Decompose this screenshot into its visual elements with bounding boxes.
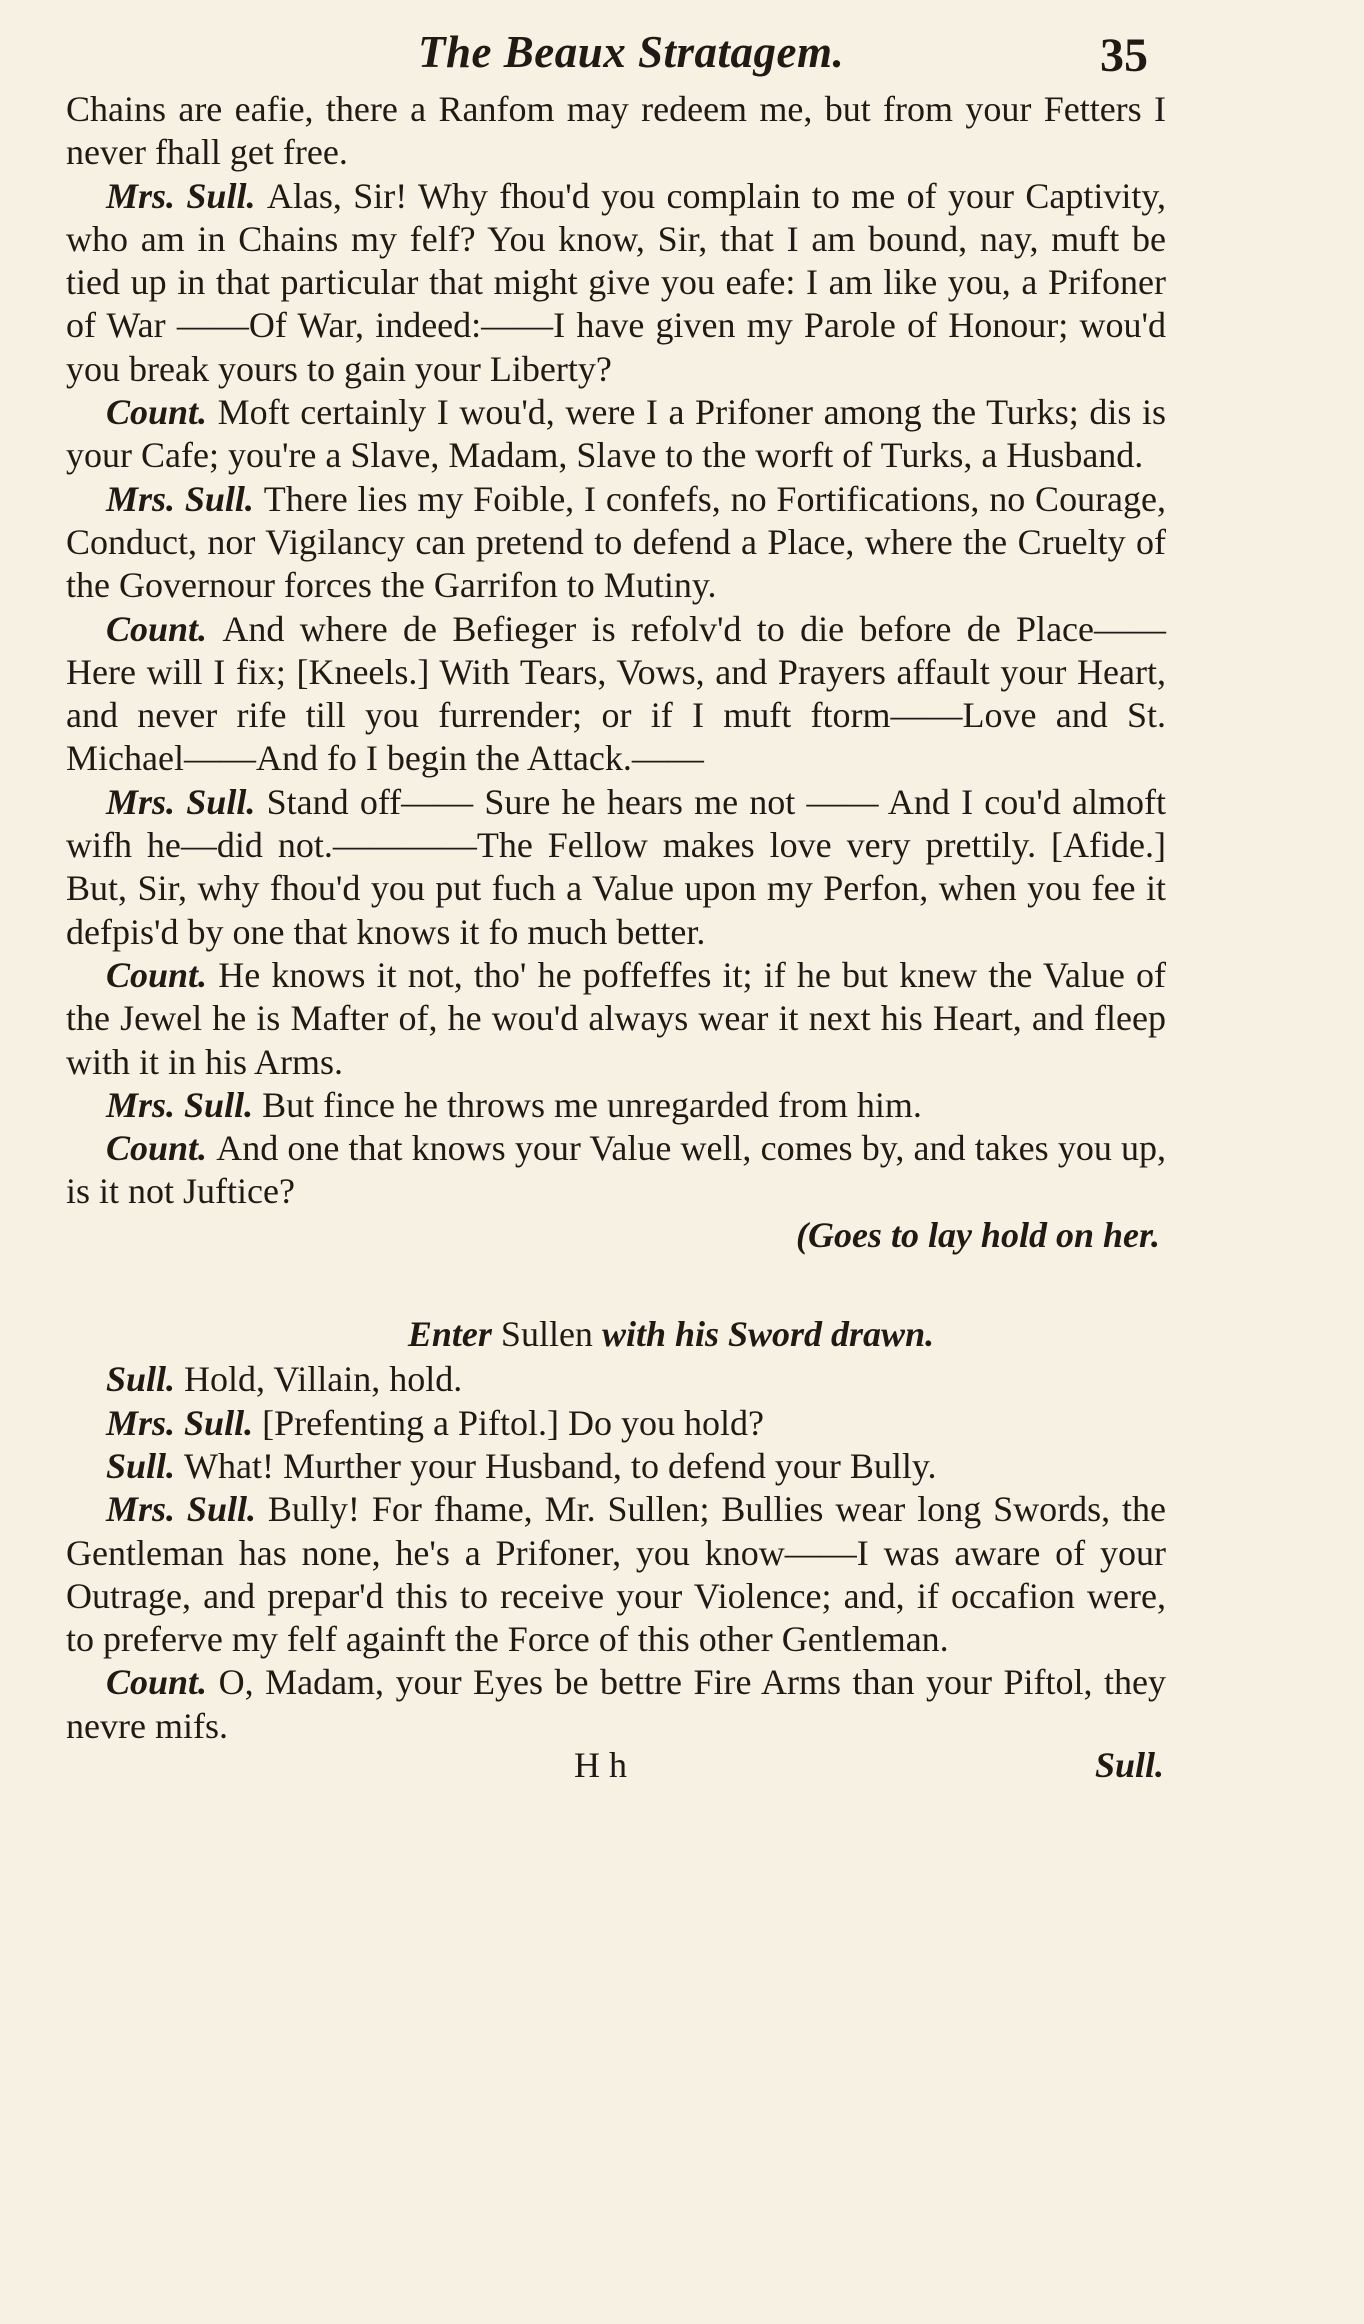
speech-text: O, Madam, your Eyes be bettre Fire Arms than your Piftol, they nevre mifs.	[66, 1662, 1167, 1746]
dialogue-paragraph	[66, 1358, 1166, 1401]
speaker-name: Count.	[106, 608, 223, 649]
speech-text: Bully! For fhame, Mr. Sullen; Bullies wear long Swords, the Gentleman has none, he's a Prifoner, you know——I was aware of your Outrage, and prepar'd this to receive your Violence; and, if occafion were, to preferve my felf againft the Force of this other Gentleman.	[66, 1489, 1167, 1660]
speech-text: [Prefenting a Piftol.] Do you hold?	[262, 1402, 764, 1443]
speech-text: But fince he throws me unregarded from him.	[262, 1084, 922, 1125]
speech-text: He knows it not, tho' he poffeffes it; if he but knew the Value of the Jewel he is Mafter of, he wou'd always wear it next his Heart, and fleep with it in his Arms.	[66, 954, 1166, 1082]
speech-text: Chains are eafie, there a Ranfom may redeem me, but from your Fetters I never fhall get free.	[66, 89, 1166, 173]
dialogue-paragraph	[66, 781, 1166, 954]
dialogue-after-entrance	[66, 1358, 1166, 1748]
page-header	[66, 26, 1166, 88]
dialogue-paragraph	[66, 1084, 1166, 1127]
dialogue-paragraph	[66, 1402, 1166, 1445]
speaker-name: Sull.	[106, 1359, 185, 1400]
dialogue-before-entrance	[66, 88, 1166, 1214]
page-footer	[66, 1744, 1166, 1794]
speaker-name: Mrs. Sull.	[106, 1402, 263, 1443]
speaker-name: Sull.	[106, 1445, 185, 1486]
entrance-direction	[66, 1313, 1166, 1356]
speaker-name: Mrs. Sull.	[106, 175, 267, 216]
dialogue-paragraph	[66, 391, 1166, 478]
catchword: Sull.	[1094, 1744, 1164, 1785]
page-text	[66, 88, 1166, 1748]
speaker-name: Mrs. Sull.	[106, 478, 264, 519]
dialogue-paragraph	[66, 1661, 1166, 1748]
speaker-name: Count.	[106, 1662, 219, 1703]
signature-mark: H h	[574, 1744, 627, 1785]
dialogue-paragraph	[66, 1488, 1166, 1661]
book-page	[66, 26, 1166, 1794]
speech-text: There lies my Foible, I confefs, no Fortifications, no Courage, Conduct, nor Vigilancy can pretend to defend a Place, where the Cruelty of the Governour forces the Garrifon to Mutiny.	[66, 478, 1167, 606]
speech-text: Stand off—— Sure he hears me not —— And I cou'd almoft wifh he—did not.————The Fellow makes love very prettily. [Afide.] But, Sir, why fhou'd you put fuch a Value upon my Perfon, when you fee it defpis'd by one that knows it fo much better.	[66, 781, 1166, 952]
speaker-name: Count.	[106, 954, 219, 995]
speech-text: What! Murther your Husband, to defend your Bully.	[184, 1445, 937, 1486]
entrance-enter: Enter	[407, 1314, 492, 1355]
speech-text: Hold, Villain, hold.	[184, 1359, 463, 1400]
stage-direction: (Goes to lay hold on her.	[795, 1214, 1160, 1255]
dialogue-paragraph	[66, 1127, 1166, 1214]
speech-text: And one that knows your Value well, comes by, and takes you up, is it not Juftice?	[66, 1128, 1166, 1212]
entrance-detail: with his Sword drawn.	[601, 1314, 935, 1355]
dialogue-paragraph	[66, 954, 1166, 1084]
dialogue-paragraph	[66, 88, 1166, 175]
dialogue-paragraph	[66, 478, 1166, 608]
speaker-name: Mrs. Sull.	[106, 781, 267, 822]
page-number: 35	[1100, 29, 1148, 82]
dialogue-paragraph	[66, 175, 1166, 391]
dialogue-paragraph	[66, 1445, 1166, 1488]
speech-text: Moft certainly I wou'd, were I a Prifoner among the Turks; dis is your Cafe; you're a Slave, Madam, Slave to the worft of Turks, a Husband.	[66, 392, 1167, 476]
speech-text: Alas, Sir! Why fhou'd you complain to me of your Captivity, who am in Chains my felf? You know, Sir, that I am bound, nay, muft be tied up in that particular that might give you eafe: I am like you, a Prifoner of War ——Of War, indeed:——I have given my Parole of Honour; wou'd you break yours to gain your Liberty?	[66, 175, 1167, 389]
speaker-name: Count.	[106, 392, 218, 433]
dialogue-paragraph	[66, 608, 1166, 781]
running-title: The Beaux Stratagem.	[418, 27, 845, 77]
speaker-name: Count.	[106, 1128, 217, 1169]
speaker-name: Mrs. Sull.	[106, 1489, 268, 1530]
entrance-character: Sullen	[500, 1314, 593, 1355]
speaker-name: Mrs. Sull.	[106, 1084, 263, 1125]
speech-text: And where de Befieger is refolv'd to die before de Place——Here will I fix; [Kneels.] With Tears, Vows, and Prayers affault your Heart, and never rife till you furrender; or if I muft ftorm——Love and St. Michael——And fo I begin the Attack.——	[66, 608, 1166, 779]
